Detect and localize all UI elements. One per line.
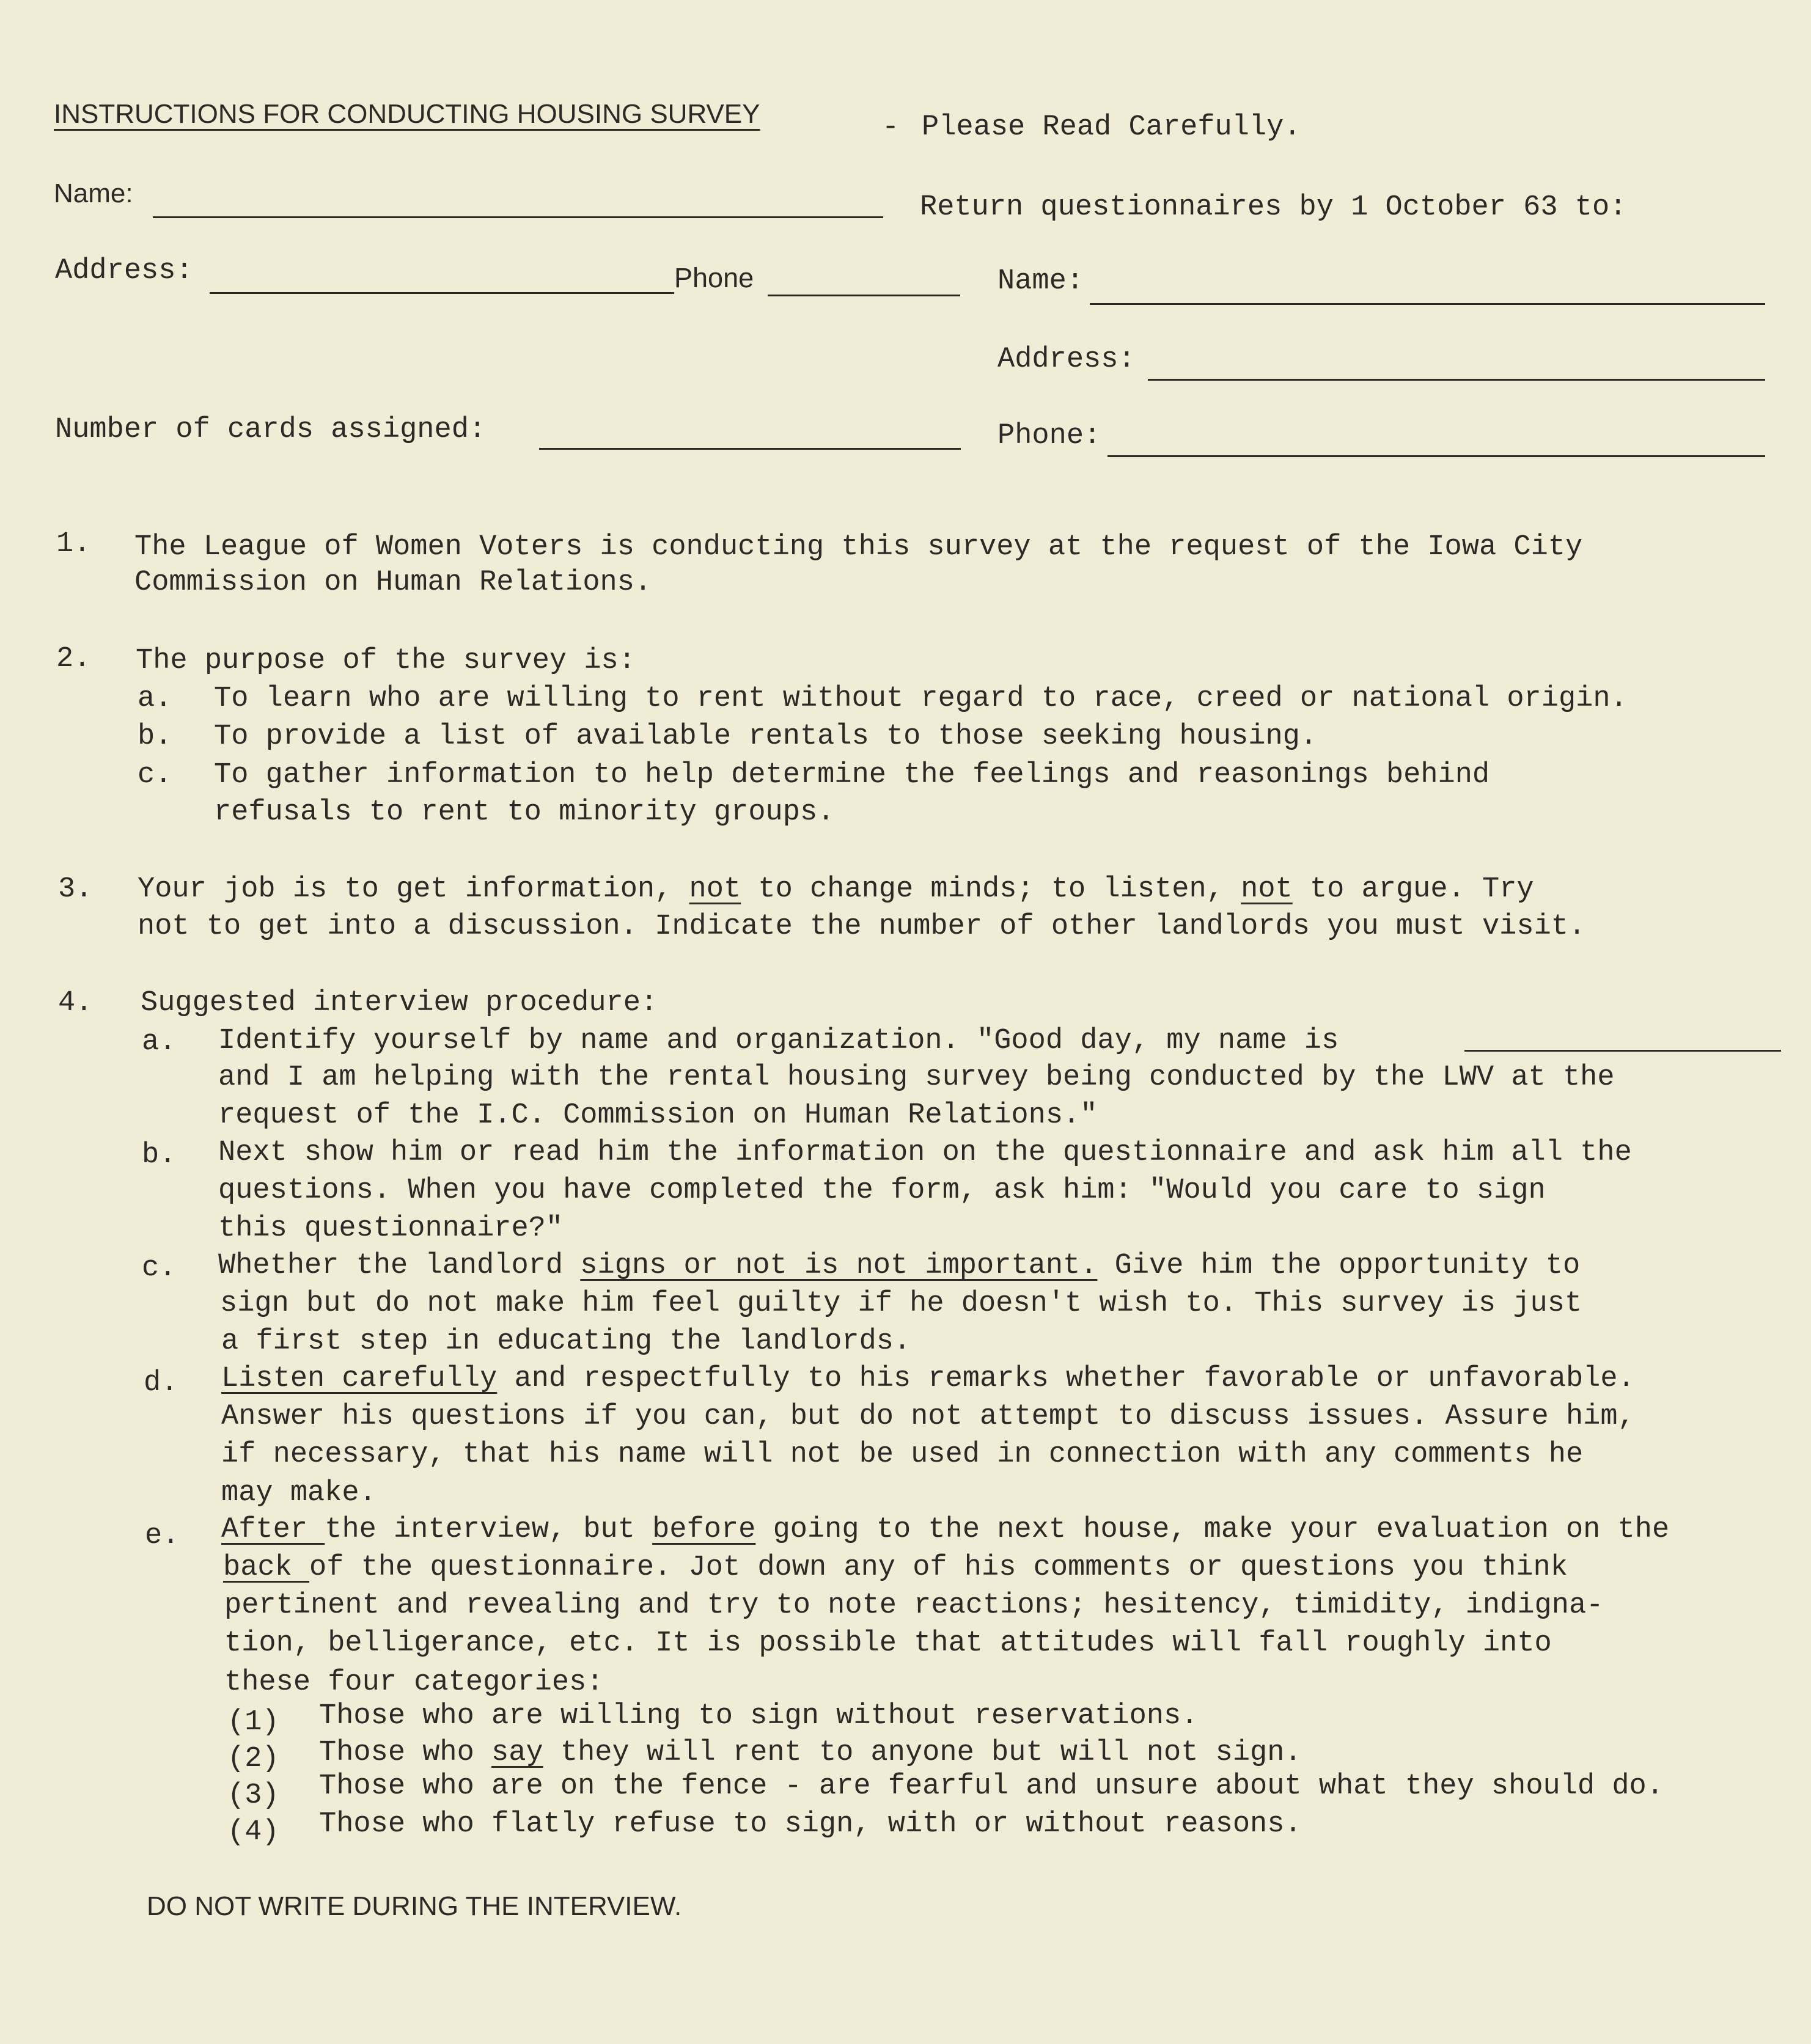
name-field-line[interactable] [153, 216, 883, 218]
item-3-text-part: to change minds; to listen, [741, 873, 1241, 906]
item-3-text-part: Your job is to get information, [138, 873, 689, 906]
item-4b-marker: b. [142, 1139, 177, 1171]
item-4-number: 4. [58, 987, 93, 1019]
emphasis-not: not [1241, 873, 1293, 906]
item-2a-marker: a. [138, 683, 172, 715]
item-4c-text-part: Whether the landlord [218, 1250, 581, 1282]
return-address-label: Address: [997, 343, 1136, 376]
item-2-number: 2. [56, 643, 91, 675]
item-4e-marker: e. [145, 1520, 180, 1552]
item-4a-text: request of the I.C. Commission on Human Relations." [218, 1099, 1098, 1132]
item-4c-text [218, 1251, 1580, 1280]
category-3-text: Those who are on the fence - are fearful and unsure about what they should do. [319, 1770, 1664, 1803]
return-address-field-line[interactable] [1148, 379, 1765, 381]
return-name-field-line[interactable] [1090, 303, 1765, 305]
document-title: INSTRUCTIONS FOR CONDUCTING HOUSING SURVEY [54, 99, 760, 129]
item-2b-marker: b. [138, 720, 172, 753]
item-4d-text [221, 1364, 1635, 1393]
return-name-label: Name: [997, 265, 1084, 298]
item-4e-text [223, 1553, 1568, 1582]
title-dash: - [882, 111, 900, 144]
item-3-text: not to get into a discussion. Indicate the number of other landlords you must visit. [138, 910, 1586, 943]
emphasis-not: not [689, 873, 741, 906]
item-4e-text-part: going to the next house, make your evaluation on the [755, 1514, 1670, 1546]
category-3-marker: (3) [227, 1779, 279, 1812]
interviewer-name-blank-line [1464, 1050, 1781, 1052]
item-4d-text-part: and respectfully to his remarks whether favorable or unfavorable. [497, 1363, 1635, 1395]
return-phone-field-line[interactable] [1108, 455, 1765, 457]
document-subtitle: Please Read Carefully. [922, 111, 1301, 144]
emphasis-signs-not-important: signs or not is not important. [580, 1250, 1098, 1282]
address-label: Address: [55, 255, 193, 287]
item-4b-text: this questionnaire?" [218, 1212, 564, 1245]
emphasis-back: back [223, 1551, 310, 1584]
emphasis-say: say [491, 1737, 543, 1769]
item-3-text-part: to argue. Try [1292, 873, 1534, 906]
item-4e-text: tion, belligerance, etc. It is possible that attitudes will fall roughly into [224, 1627, 1552, 1660]
item-2a-text: To learn who are willing to rent without regard to race, creed or national origin. [214, 683, 1628, 715]
item-4e-text: these four categories: [224, 1666, 604, 1699]
item-4c-marker: c. [142, 1252, 177, 1284]
emphasis-after: After [221, 1514, 325, 1546]
category-4-text: Those who flatly refuse to sign, with or without reasons. [319, 1808, 1302, 1841]
name-label: Name: [54, 178, 133, 208]
item-4a-marker: a. [142, 1026, 177, 1058]
item-4a-text: and I am helping with the rental housing survey being conducted by the LWV at the [218, 1061, 1615, 1094]
item-4-intro: Suggested interview procedure: [141, 987, 658, 1019]
item-2-intro: The purpose of the survey is: [136, 645, 636, 677]
category-4-marker: (4) [227, 1816, 279, 1848]
return-phone-label: Phone: [997, 420, 1101, 452]
item-4b-text: Next show him or read him the information on the questionnaire and ask him all the [218, 1137, 1632, 1169]
item-4d-text: may make. [221, 1477, 377, 1509]
item-4d-text: Answer his questions if you can, but do not attempt to discuss issues. Assure him, [221, 1401, 1635, 1433]
item-4b-text: questions. When you have completed the form, ask him: "Would you care to sign [218, 1174, 1546, 1207]
cards-assigned-field-line[interactable] [539, 448, 961, 450]
item-4d-text: if necessary, that his name will not be used in connection with any comments he [221, 1438, 1584, 1471]
item-4e-text: pertinent and revealing and try to note reactions; hesitency, timidity, indigna- [224, 1589, 1604, 1622]
emphasis-before: before [652, 1514, 756, 1546]
category-2-text [319, 1738, 1302, 1767]
item-4c-text: a first step in educating the landlords. [221, 1325, 911, 1358]
category-1-text: Those who are willing to sign without reservations. [319, 1700, 1199, 1732]
phone-label: Phone [674, 262, 754, 293]
category-2-marker: (2) [227, 1743, 279, 1775]
footer-notice: DO NOT WRITE DURING THE INTERVIEW. [147, 1891, 682, 1921]
item-4c-text: sign but do not make him feel guilty if he doesn't wish to. This survey is just [220, 1288, 1582, 1320]
category-1-marker: (1) [227, 1706, 279, 1738]
category-2-text-part: Those who [319, 1737, 492, 1769]
item-2c-marker: c. [138, 759, 172, 791]
return-instructions: Return questionnaires by 1 October 63 to: [920, 191, 1627, 224]
item-4c-text-part: Give him the opportunity to [1097, 1250, 1581, 1282]
phone-field-line[interactable] [768, 295, 960, 296]
item-1-text: Commission on Human Relations. [134, 566, 652, 599]
item-2c-text: refusals to rent to minority groups. [214, 796, 835, 829]
item-3-number: 3. [58, 873, 93, 906]
item-2c-text: To gather information to help determine the feelings and reasonings behind [214, 759, 1490, 791]
address-field-line[interactable] [210, 292, 674, 294]
item-4a-text: Identify yourself by name and organization. "Good day, my name is [218, 1025, 1339, 1057]
item-2b-text: To provide a list of available rentals to those seeking housing. [214, 720, 1318, 753]
item-1-number: 1. [56, 528, 91, 560]
item-4e-text-part: the interview, but [325, 1514, 653, 1546]
emphasis-listen-carefully: Listen carefully [221, 1363, 498, 1395]
item-1-text: The League of Women Voters is conducting this survey at the request of the Iowa City [134, 531, 1583, 563]
item-4e-text [221, 1515, 1669, 1544]
item-3-text [138, 875, 1534, 904]
cards-assigned-label: Number of cards assigned: [55, 414, 487, 446]
item-4d-marker: d. [144, 1367, 178, 1399]
category-2-text-part: they will rent to anyone but will not sign. [543, 1737, 1302, 1769]
item-4e-text-part: of the questionnaire. Jot down any of his comments or questions you think [309, 1551, 1568, 1584]
